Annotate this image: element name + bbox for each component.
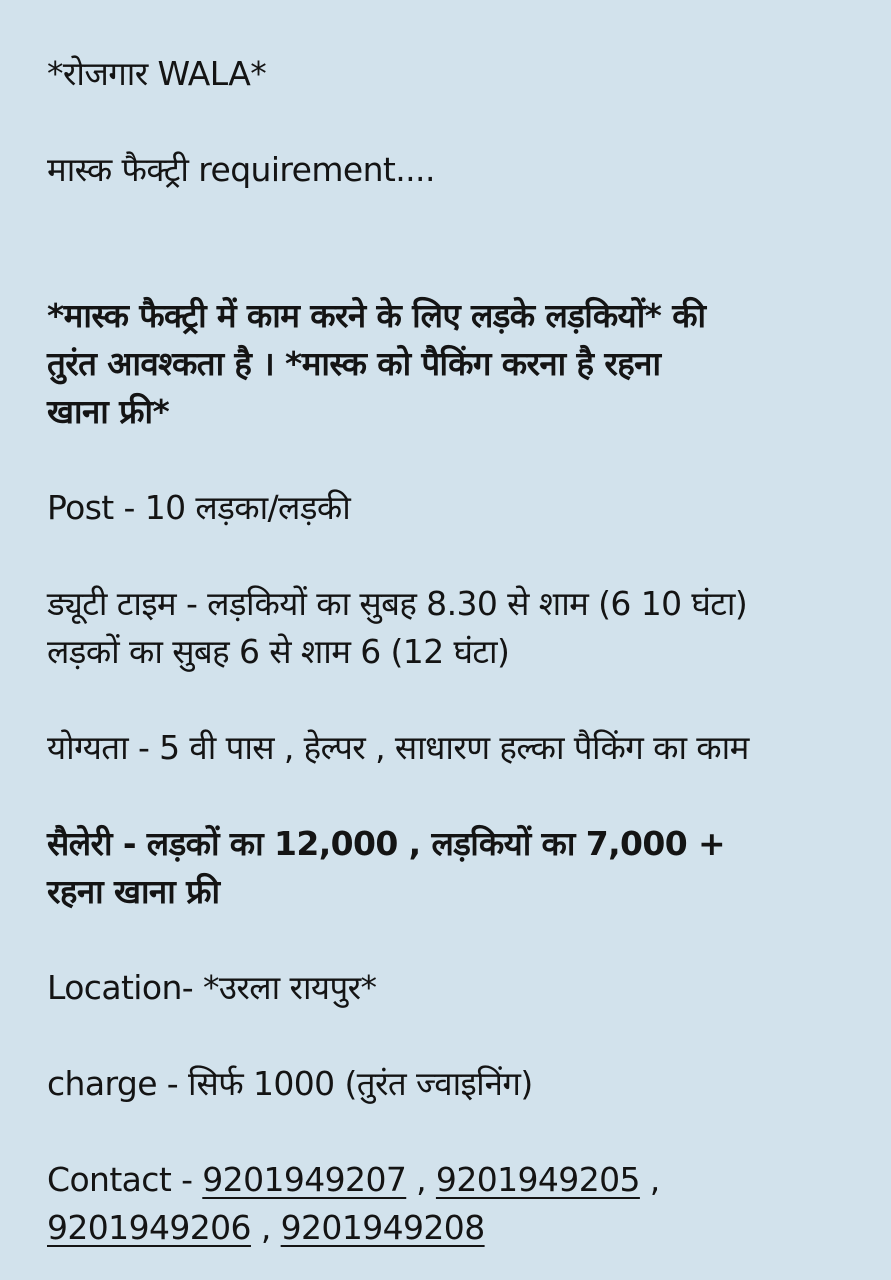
phone-link[interactable]: 9201949206 — [47, 1208, 251, 1247]
duty-time — [47, 580, 863, 676]
phone-link[interactable]: 9201949205 — [435, 1160, 640, 1199]
salary-line: सैलेरी - लड़कों का 12,000 , लड़कियों का 7,000 + — [47, 824, 726, 863]
phone-separator: , — [406, 1160, 436, 1199]
message-title: *रोजगार WALA* — [47, 54, 267, 93]
headline — [47, 292, 863, 436]
contact-label: Contact - — [47, 1160, 203, 1199]
salary-info — [47, 820, 863, 916]
salary-line: रहना खाना फ्री — [47, 872, 220, 911]
duty-line: ड्यूटी टाइम - लड़कियों का सुबह 8.30 से शाम (6 10 घंटा) — [47, 584, 748, 623]
headline-line: खाना फ्री* — [47, 392, 170, 431]
contact-info — [47, 1156, 863, 1252]
post-info: Post - 10 लड़का/लड़की — [47, 488, 351, 527]
phone-link[interactable]: 9201949207 — [202, 1160, 407, 1199]
charge-info: charge - सिर्फ 1000 (तुरंत ज्वाइनिंग) — [47, 1064, 533, 1103]
duty-line: लड़कों का सुबह 6 से शाम 6 (12 घंटा) — [47, 632, 510, 671]
phone-separator: , — [639, 1160, 660, 1199]
message-subtitle: मास्क फैक्ट्री requirement.... — [47, 150, 435, 189]
phone-link[interactable]: 9201949208 — [280, 1208, 485, 1247]
qualification-info: योग्यता - 5 वी पास , हेल्पर , साधारण हल्का पैकिंग का काम — [47, 728, 749, 767]
phone-separator: , — [250, 1208, 281, 1247]
headline-line: *मास्क फैक्ट्री में काम करने के लिए लड़के लड़कियों* की — [47, 296, 706, 335]
location-info: Location- *उरला रायपुर* — [47, 968, 377, 1007]
headline-line: तुरंत आवश्कता है । *मास्क को पैकिंग करना है रहना — [47, 344, 661, 383]
